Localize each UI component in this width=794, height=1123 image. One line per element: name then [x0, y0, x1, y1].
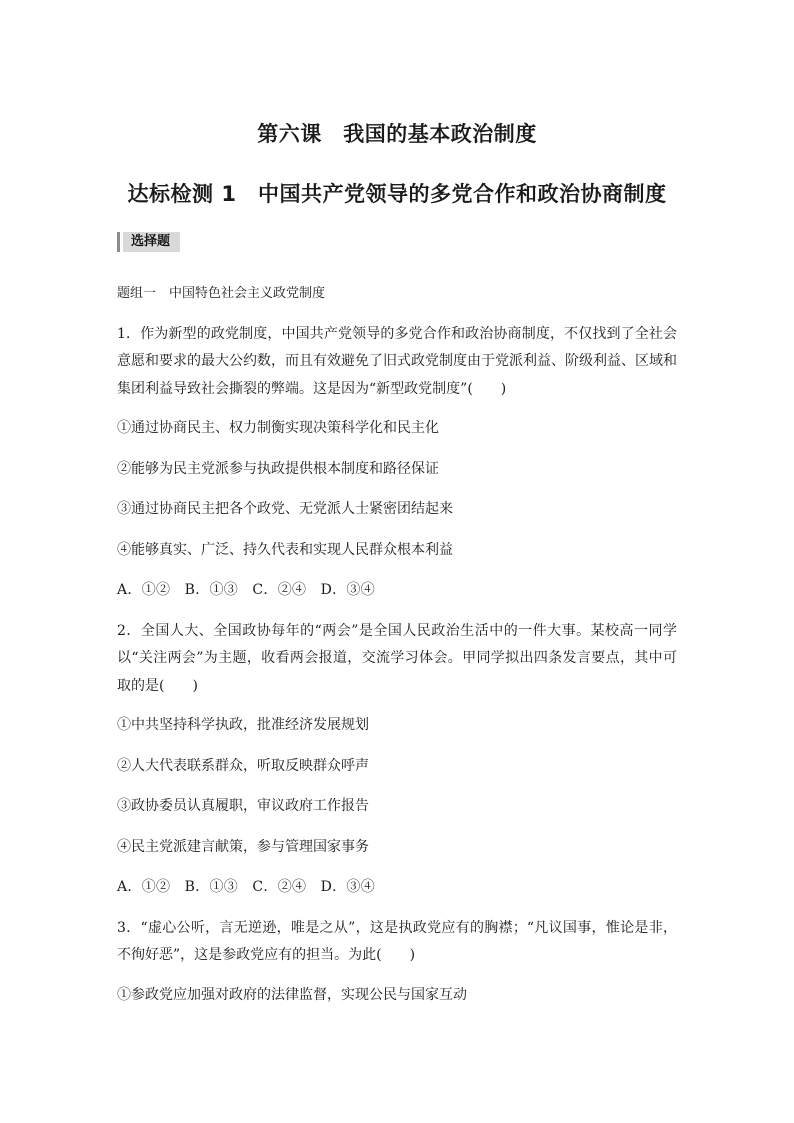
question-1: [117, 321, 677, 605]
answer-choices: A．①② B．①③ C．②④ D．③④: [117, 582, 376, 598]
question-option: ③政协委员认真履职，审议政府工作报告: [117, 798, 369, 814]
question-option: ②能够为民主党派参与执政提供根本制度和路径保证: [117, 460, 439, 477]
question-option: ①通过协商民主、权力制衡实现决策科学化和民主化: [117, 420, 439, 436]
section-tab-marker: [117, 232, 120, 252]
lesson-title: 第六课 我国的基本政治制度: [257, 122, 537, 146]
group-heading: 题组一 中国特色社会主义政党制度: [117, 286, 326, 301]
question-option: ④民主党派建言献策，参与管理国家事务: [117, 838, 369, 855]
question-option: ③通过协商民主把各个政党、无党派人士紧密团结起来: [117, 501, 453, 517]
section-tab-label: 选择题: [123, 232, 180, 252]
section-tab: [117, 232, 180, 252]
question-3: [117, 915, 677, 1010]
question-stem: 2．全国人大、全国政协每年的“两会”是全国人民政治生活中的一件大事。某校高一同学以“关注两会”为主题，收看两会报道，交流学习体会。甲同学拟出四条发言要点，其中可取的是( ): [117, 622, 677, 694]
answer-choices: A．①② B．①③ C．②④ D．③④: [117, 879, 376, 895]
unit-title: 达标检测 1 中国共产党领导的多党合作和政治协商制度: [127, 182, 667, 206]
question-option: ②人大代表联系群众，听取反映群众呼声: [117, 757, 369, 774]
question-option: ①中共坚持科学执政，批准经济发展规划: [117, 717, 369, 733]
question-stem: 3．“虚心公听，言无逆逊，唯是之从”，这是执政党应有的胸襟；“凡议国事，惟论是非，不徇好恶”，这是参政党应有的担当。为此( ): [117, 919, 677, 963]
question-stem: 1．作为新型的政党制度，中国共产党领导的多党合作和政治协商制度，不仅找到了全社会意愿和要求的最大公约数，而且有效避免了旧式政党制度由于党派利益、阶级利益、区域和集团利益导致社会撕裂的弊端。这是因为“新型政党制度”( ): [117, 325, 677, 397]
question-2: [117, 618, 677, 902]
question-option: ④能够真实、广泛、持久代表和实现人民群众根本利益: [117, 541, 453, 558]
question-content: [117, 280, 677, 1022]
question-option: ①参政党应加强对政府的法律监督，实现公民与国家互动: [117, 986, 467, 1003]
